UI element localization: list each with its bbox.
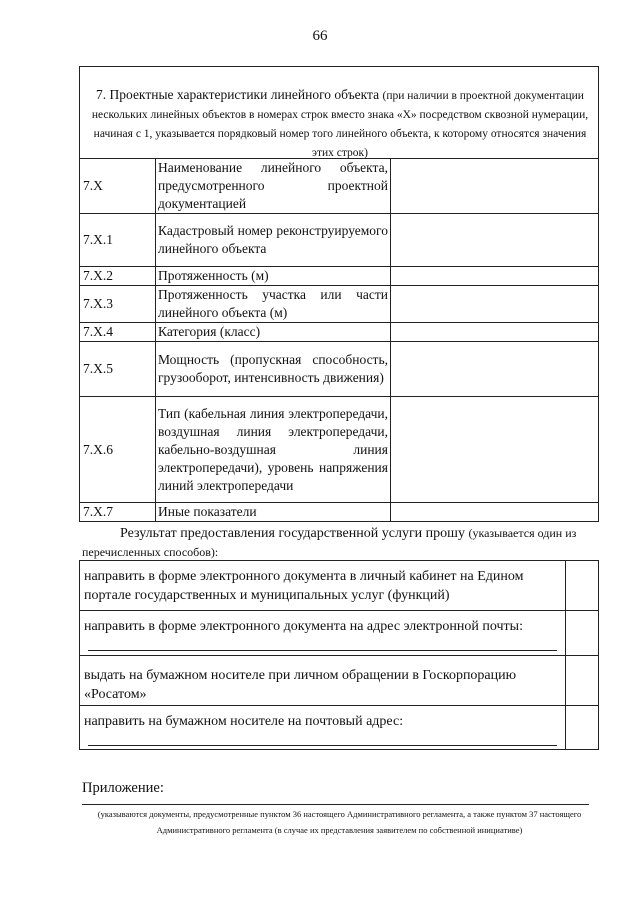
row-label: Иные показатели: [156, 503, 391, 522]
result-intro: [82, 524, 592, 562]
row-label: Категория (класс): [156, 323, 391, 342]
table-row: [80, 214, 599, 267]
table-row: [80, 503, 599, 522]
row-code: 7.Х.3: [80, 286, 156, 323]
row-value-cell[interactable]: [391, 323, 599, 342]
table-row: [80, 397, 599, 503]
row-label: Кадастровый номер реконструируемого линейного объекта: [156, 214, 391, 267]
footnote-line: (указываются документы, предусмотренные пунктом 36 настоящего Административного регламента, а также пунктом 37 настоящего: [97, 809, 582, 819]
result-intro-text: Результат предоставления государственной услуги прошу: [120, 526, 465, 541]
email-address-line[interactable]: [88, 636, 557, 651]
table-row: [80, 267, 599, 286]
postal-address-line[interactable]: [88, 731, 557, 746]
characteristics-table: [79, 158, 599, 522]
option-text: направить в форме электронного документа на адрес электронной почты:: [84, 619, 523, 634]
table-row: [80, 342, 599, 397]
option-text: направить на бумажном носителе на почтовый адрес:: [84, 714, 404, 729]
section-7-heading: [90, 86, 590, 162]
row-value-cell[interactable]: [391, 342, 599, 397]
option-cell: [80, 611, 566, 656]
row-code: 7.Х.7: [80, 503, 156, 522]
row-value-cell[interactable]: [391, 159, 599, 214]
page-number: 66: [312, 28, 328, 44]
appendix-fill-line[interactable]: [82, 804, 589, 805]
row-value-cell[interactable]: [391, 397, 599, 503]
row-label: Тип (кабельная линия электропередачи, воздушная линия электропередачи, кабельно-воздушная линия электропередачи), уровень напряжения линий электропередачи: [156, 397, 391, 503]
option-checkbox-cell[interactable]: [566, 706, 599, 750]
row-label: Протяженность участка или части линейного объекта (м): [156, 286, 391, 323]
result-options-table: [79, 560, 599, 750]
option-checkbox-cell[interactable]: [566, 656, 599, 706]
row-code: 7.Х.4: [80, 323, 156, 342]
row-code: 7.Х.6: [80, 397, 156, 503]
option-checkbox-cell[interactable]: [566, 561, 599, 611]
appendix-label: Приложение:: [82, 780, 164, 796]
row-value-cell[interactable]: [391, 267, 599, 286]
appendix-footnote: [82, 806, 597, 838]
row-value-cell[interactable]: [391, 503, 599, 522]
section-7-title: 7. Проектные характеристики линейного объекта: [96, 87, 380, 102]
section-7-note: (при наличии в проектной документации нескольких линейных объектов в номерах строк вместо знака «Х» посредством сквозной нумерации, начиная с 1, указывается порядковый номер того линейного объекта, к которому относятся значения этих строк): [91, 90, 589, 159]
row-code: 7.Х.5: [80, 342, 156, 397]
row-value-cell[interactable]: [391, 214, 599, 267]
result-option: [80, 561, 599, 611]
row-code: 7.Х.2: [80, 267, 156, 286]
result-option: [80, 656, 599, 706]
row-label: Наименование линейного объекта, предусмотренного проектной документацией: [156, 159, 391, 214]
table-row: [80, 286, 599, 323]
option-cell: [80, 706, 566, 750]
row-value-cell[interactable]: [391, 286, 599, 323]
table-row: [80, 323, 599, 342]
option-text: направить в форме электронного документа в личный кабинет на Едином портале государственных и муниципальных услуг (функций): [80, 561, 566, 611]
row-label: Протяженность (м): [156, 267, 391, 286]
result-option: [80, 706, 599, 750]
footnote-line: Административного регламента (в случае их представления заявителем по собственной инициативе): [156, 825, 523, 835]
table-row: [80, 159, 599, 214]
result-intro-note: (указывается один из перечисленных способов):: [82, 526, 577, 559]
row-label: Мощность (пропускная способность, грузооборот, интенсивность движения): [156, 342, 391, 397]
row-code: 7.Х.1: [80, 214, 156, 267]
option-checkbox-cell[interactable]: [566, 611, 599, 656]
row-code: 7.Х: [80, 159, 156, 214]
option-text: выдать на бумажном носителе при личном обращении в Госкорпорацию «Росатом»: [80, 656, 566, 706]
result-option: [80, 611, 599, 656]
